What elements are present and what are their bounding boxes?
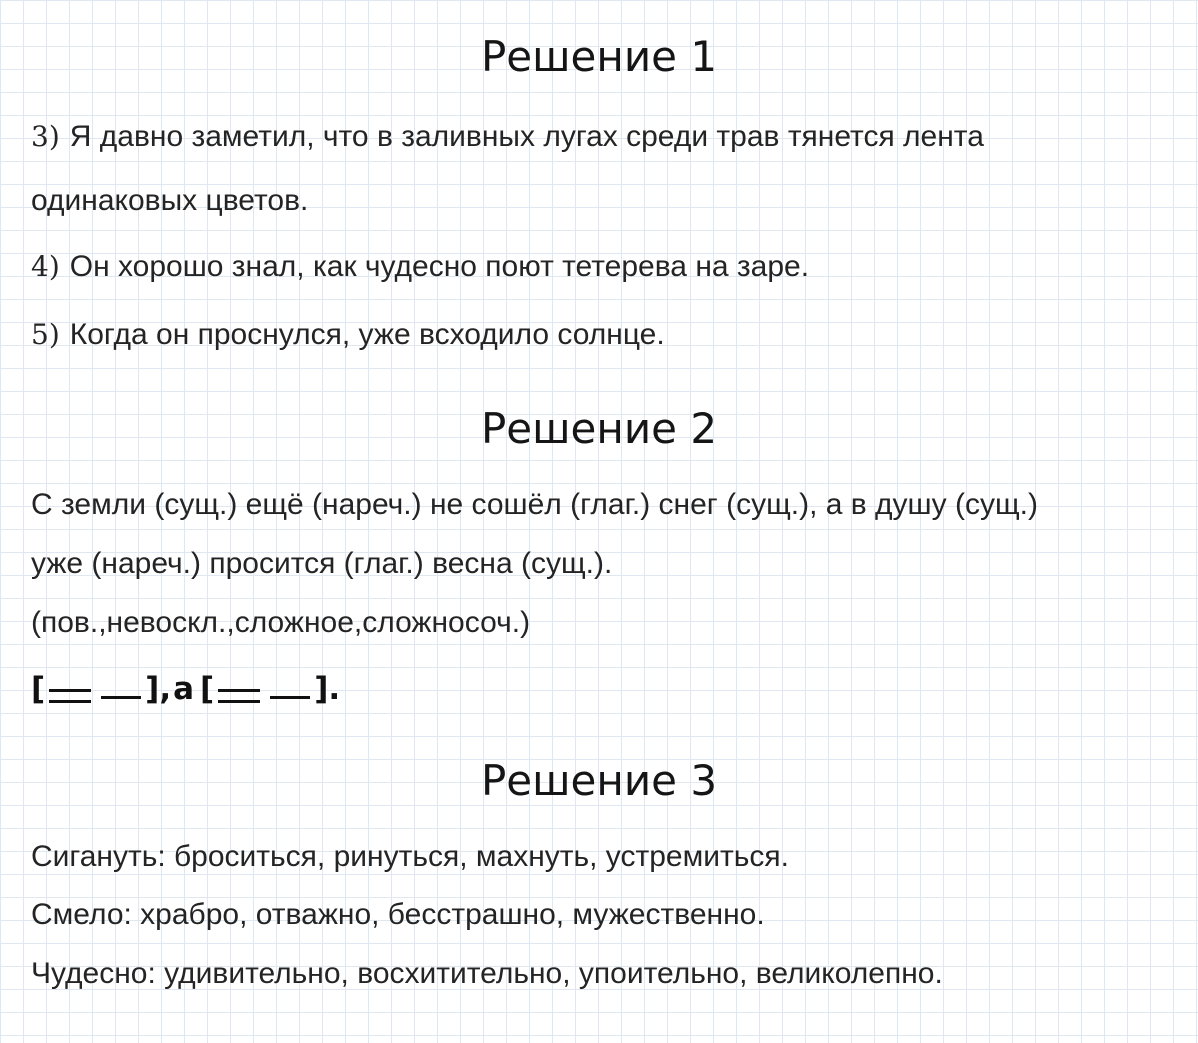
- answer-item-3-continued: [31, 186, 308, 216]
- item-number: 4): [31, 250, 60, 283]
- item-number: 5): [31, 318, 60, 351]
- predicate-underline-mark: [101, 696, 141, 699]
- subject-underline-mark: [218, 689, 260, 703]
- scheme-conjunction: а: [173, 671, 195, 707]
- section-2-title: Решение 2: [480, 404, 718, 453]
- item-text: Когда он проснулся, уже всходило солнце.: [69, 318, 665, 351]
- parse-line-2: уже (нареч.) просится (глаг.) весна (сущ.).: [31, 547, 613, 580]
- section-3-title: Решение 3: [480, 756, 718, 805]
- parse-line-1: С земли (сущ.) ещё (нареч.) не сошёл (глаг.) снег (сущ.), а в душу (сущ.): [31, 488, 1038, 521]
- synonyms-line-2: Смело: храбро, отважно, бесстрашно, мужественно.: [31, 898, 765, 931]
- sentence-scheme: [31, 671, 341, 707]
- scheme-bracket-close: ],: [145, 671, 172, 707]
- item-number: 3): [31, 120, 60, 153]
- scheme-bracket-open: [: [31, 671, 46, 707]
- synonyms-line-1: Сигануть: броситься, ринуться, махнуть, устремиться.: [31, 840, 789, 873]
- synonyms-line-3: Чудесно: удивительно, восхитительно, упоительно, великолепно.: [31, 957, 943, 990]
- item-text: одинаковых цветов.: [31, 184, 309, 217]
- answer-item-3: [31, 122, 984, 152]
- section-1-title: Решение 1: [480, 32, 718, 81]
- scheme-bracket-open: [: [200, 671, 215, 707]
- answer-item-4: [31, 252, 809, 282]
- answer-item-5: [31, 320, 665, 350]
- subject-underline-mark: [49, 689, 91, 703]
- predicate-underline-mark: [270, 696, 310, 699]
- item-text: Он хорошо знал, как чудесно поют тетерева на заре.: [69, 250, 810, 283]
- item-text: Я давно заметил, что в заливных лугах среди трав тянется лента: [69, 120, 984, 153]
- sentence-characteristics: (пов.,невоскл.,сложное,сложносоч.): [31, 606, 531, 639]
- scheme-bracket-close: ].: [314, 671, 341, 707]
